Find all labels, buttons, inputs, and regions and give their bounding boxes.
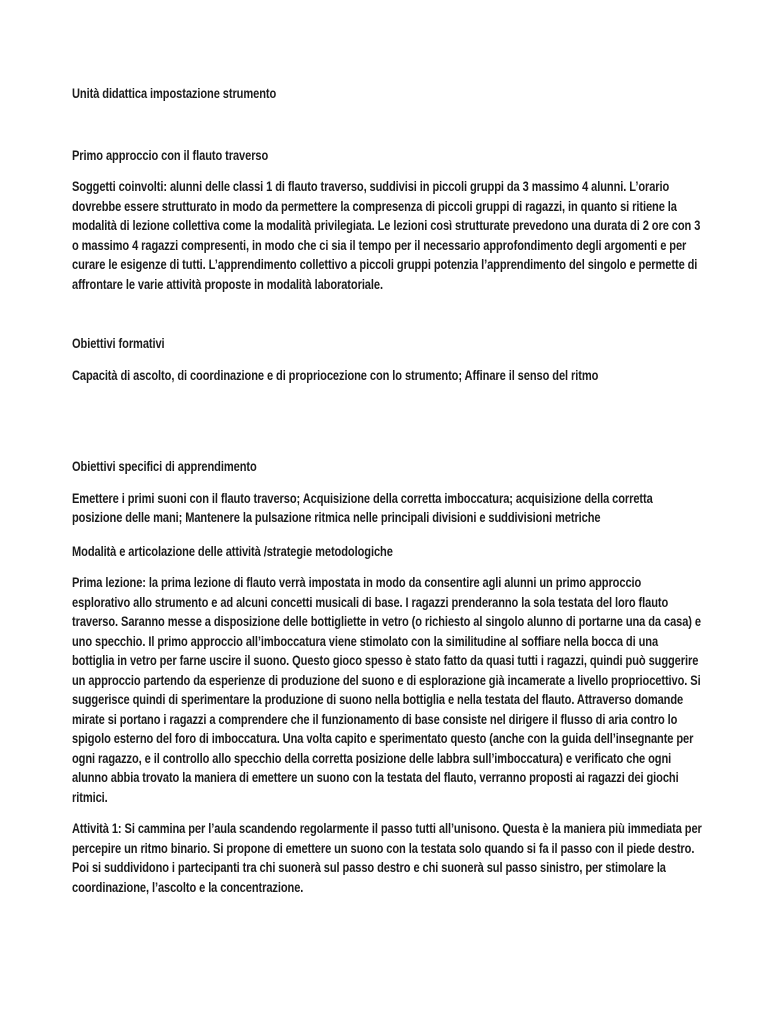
section-heading-obiettivi-specifici: Obiettivi specifici di apprendimento: [72, 459, 257, 474]
paragraph-attivita-1: Attività 1: Si cammina per l’aula scandendo regolarmente il passo tutti all’unisono. Questa è la maniera più immediata per percepire un ritmo binario. Si propone di emettere un suono con la testata solo quando si fa il passo con il piede destro. Poi si suddividono i partecipanti tra chi suonerà sul passo destro e chi suonerà sul passo sinistro, per stimolare la coordinazione, l’ascolto e la concentrazione.: [72, 821, 702, 895]
section-heading-primo-approccio: Primo approccio con il flauto traverso: [72, 147, 269, 163]
document-title: Unità didattica impostazione strumento: [72, 86, 277, 101]
paragraph-prima-lezione: Prima lezione: la prima lezione di flauto verrà impostata in modo da consentire agli alunni un primo approccio esplorativo allo strumento e ad alcuni concetti musicali di base. I ragazzi prenderanno la sola testata del loro flauto traverso. Saranno messe a disposizione delle bottigliette in vetro (o richiesto al singolo alunno di portarne una da casa) e uno specchio. Il primo approccio all’imboccatura viene stimolato con la similitudine al soffiare nella bocca di una bottiglia in vetro per farne uscire il suono. Questo gioco spesso è stato fatto da quasi tutti i ragazzi, quindi può suggerire un approccio partendo da esperienze di produzione del suono e di esplorazione già incamerate a livello propriocettivo. Si suggerisce quindi di sperimentare la produzione di suono nella bottiglia e nella testata del flauto. Attraverso domande mirate si portano i ragazzi a comprendere che il funzionamento di base consiste nel dirigere il flusso di aria contro lo spigolo esterno del foro di imboccatura. Una volta capito e sperimentato questo (anche con la guida dell’insegnante per ogni ragazzo, e il controllo allo specchio della corretta posizione delle labbra sull’imboccatura) e verificato che ogni alunno abbia trovato la maniera di emettere un suono con la testata del flauto, verranno proposti ai ragazzi dei giochi ritmici.: [72, 575, 701, 805]
paragraph-soggetti-coinvolti: Soggetti coinvolti: alunni delle classi 1 di flauto traverso, suddivisi in piccoli gruppi da 3 massimo 4 alunni. L’orario dovrebbe essere strutturato in modo da permettere la compresenza di piccoli gruppi di ragazzi, in quanto si ritiene la modalità di lezione collettiva come la modalità privilegiata. Le lezioni così strutturate prevedono una durata di 2 ore con 3 o massimo 4 ragazzi compresenti, in modo che ci sia il tempo per il necessario approfondimento degli argomenti e per curare le esigenze di tutti. L’apprendimento collettivo a piccoli gruppi potenzia l’apprendimento del singolo e permette di affrontare le varie attività proposte in modalità laboratoriale.: [72, 179, 701, 292]
section-heading-obiettivi-formativi: Obiettivi formativi: [72, 336, 165, 351]
paragraph-emettere-primi-suoni: Emettere i primi suoni con il flauto traverso; Acquisizione della corretta imboccatura; acquisizione della corretta posizione delle mani; Mantenere la pulsazione ritmica nelle principali divisioni e suddivisioni metriche: [72, 490, 653, 525]
paragraph-capacita-ascolto: Capacità di ascolto, di coordinazione e di propriocezione con lo strumento; Affinare il senso del ritmo: [72, 367, 599, 383]
section-heading-modalita-articolazione: Modalità e articolazione delle attività /strategie metodologiche: [72, 543, 393, 559]
